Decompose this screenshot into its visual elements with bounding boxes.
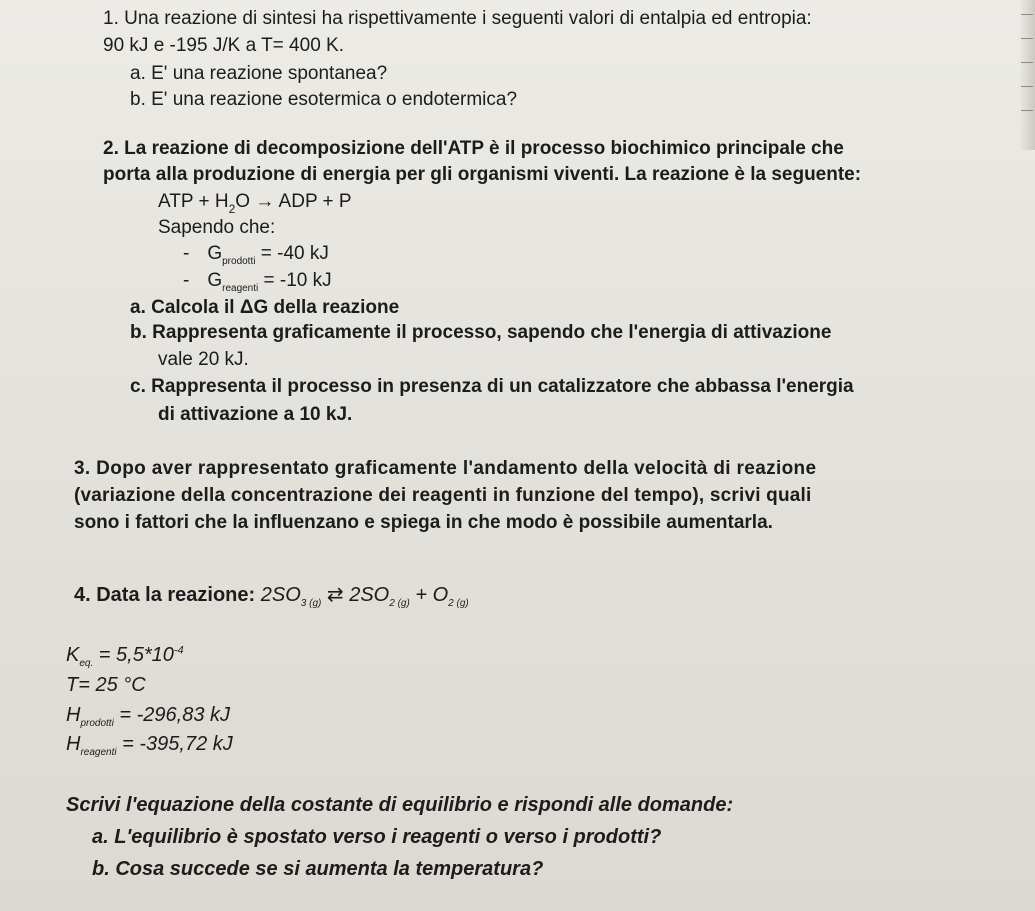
product-so2-sub: 2 (g): [389, 598, 410, 609]
q4-item-b: b. Cosa succede se si aumenta la temperatura?: [92, 858, 544, 880]
q3-line2: (variazione della concentrazione dei reagenti in funzione del tempo), scrivi quali: [74, 485, 812, 506]
g-reagenti-sub: reagenti: [222, 283, 259, 294]
q2-item-c-line1: c. Rappresenta il processo in presenza di un catalizzatore che abbassa l'energia: [130, 376, 854, 397]
q2-equation: [158, 191, 352, 216]
equilibrium-arrow: ⇄: [321, 584, 350, 606]
reactant-so3: 2SO: [260, 584, 301, 606]
q4-keq: [66, 644, 184, 669]
q4-temperature: T= 25 °C: [66, 674, 146, 696]
q2-equation-left: ATP + H: [158, 191, 229, 212]
q4-reaction: [260, 584, 469, 609]
q1-item-a: a. E' una reazione spontanea?: [130, 63, 388, 84]
g-reagenti-value: = -10 kJ: [258, 270, 332, 291]
q2-item-b-line1: b. Rappresenta graficamente il processo, sapendo che l'energia di attivazione: [130, 322, 832, 343]
q2-sapendo: Sapendo che:: [158, 217, 276, 238]
bullet-dash: -: [183, 270, 190, 291]
q4-instruction: Scrivi l'equazione della costante di equilibrio e rispondi alle domande:: [66, 794, 734, 816]
q2-item-a: a. Calcola il ΔG della reazione: [130, 297, 400, 318]
h-symbol: H: [66, 733, 81, 755]
g-symbol: G: [207, 270, 223, 291]
keq-exponent: -4: [173, 644, 184, 657]
reactant-so3-sub: 3 (g): [300, 598, 322, 609]
q2-intro-line1: 2. La reazione di decomposizione dell'ATP è il processo biochimico principale che: [103, 138, 844, 159]
notebook-edge: [1019, 0, 1035, 150]
h-prodotti-value: = -296,83 kJ: [113, 704, 230, 726]
q1-intro-line2: 90 kJ e -195 J/K a T= 400 K.: [103, 35, 344, 56]
product-o2-sub: 2 (g): [448, 598, 469, 609]
q4-header: [74, 582, 469, 609]
keq-value: = 5,5*10: [93, 644, 174, 666]
q4-h-reagenti: [66, 733, 233, 758]
keq-symbol: K: [66, 644, 80, 666]
q4-item-a: a. L'equilibrio è spostato verso i reagenti o verso i prodotti?: [92, 826, 662, 848]
g-symbol: G: [207, 243, 223, 264]
keq-sub: eq.: [79, 658, 94, 669]
q4-label: 4. Data la reazione:: [74, 584, 261, 606]
product-o2: + O: [409, 584, 449, 606]
q3-line3: sono i fattori che la influenzano e spiega in che modo è possibile aumentarla.: [74, 512, 773, 533]
q4-h-prodotti: [66, 704, 230, 729]
q2-item-b-line2: vale 20 kJ.: [158, 349, 249, 370]
q2-intro-line2: porta alla produzione di energia per gli organismi viventi. La reazione è la seguente:: [103, 164, 862, 185]
bullet-dash: -: [183, 243, 190, 264]
q1-item-b: b. E' una reazione esotermica o endotermica?: [130, 89, 518, 110]
q2-item-c-line2: di attivazione a 10 kJ.: [158, 404, 353, 425]
q2-g-reagenti: [183, 270, 332, 294]
q1-intro-line1: 1. Una reazione di sintesi ha rispettivamente i seguenti valori di entalpia ed entropia:: [103, 8, 812, 29]
h-symbol: H: [66, 704, 81, 726]
h-prodotti-sub: prodotti: [80, 718, 114, 729]
g-prodotti-sub: prodotti: [222, 256, 256, 267]
g-prodotti-value: = -40 kJ: [255, 243, 329, 264]
h-reagenti-value: = -395,72 kJ: [116, 733, 233, 755]
q2-equation-right: O → ADP + P: [235, 191, 352, 212]
q2-g-prodotti: [183, 243, 329, 267]
product-so2: 2SO: [349, 584, 390, 606]
h-reagenti-sub: reagenti: [80, 747, 117, 758]
q3-line1: 3. Dopo aver rappresentato graficamente l'andamento della velocità di reazione: [74, 458, 817, 479]
q2-equation-sub: 2: [228, 202, 236, 216]
